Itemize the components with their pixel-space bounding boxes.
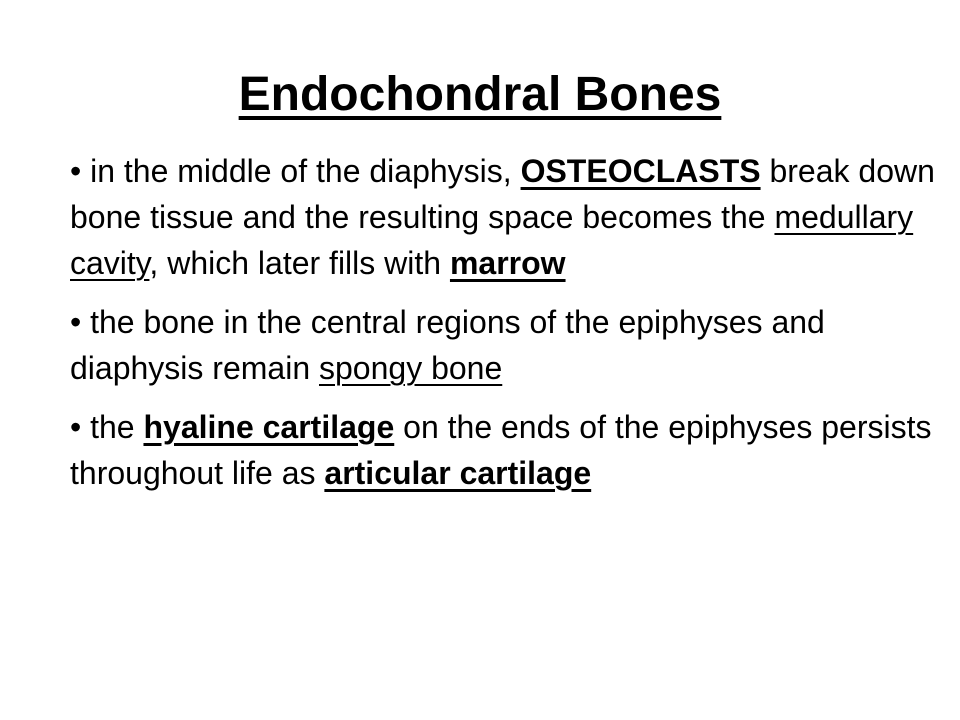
term-articular-cartilage: articular cartilage: [324, 455, 592, 491]
term-medullary-cavity: medullary cavity: [70, 199, 914, 281]
bullet-text: the bone in the central regions of the epiphyses and diaphysis remain: [70, 304, 825, 386]
term-spongy-bone: spongy bone: [319, 350, 503, 386]
bullet-marker: •: [70, 153, 82, 189]
term-osteoclasts: OSTEOCLASTS: [520, 153, 761, 189]
bullet-text: on the ends of the epiphyses persists throughout life as: [70, 409, 932, 491]
term-hyaline-cartilage: hyaline cartilage: [143, 409, 395, 445]
bullet-text: in the middle of the diaphysis,: [81, 153, 521, 189]
bullet-marker: •: [70, 409, 82, 445]
bullet-item-spongy-bone: [70, 299, 945, 391]
bullet-text: , which later fills with: [149, 245, 450, 281]
term-marrow: marrow: [449, 245, 566, 281]
bullet-text: the: [81, 409, 144, 445]
bullet-text: break down bone tissue and the resulting space becomes the: [70, 153, 935, 235]
bullet-list: [70, 148, 945, 509]
slide-title-text: Endochondral Bones: [238, 68, 722, 121]
bullet-item-osteoclasts: [70, 148, 945, 286]
bullet-item-hyaline-cartilage: [70, 404, 945, 496]
slide-title: [0, 66, 960, 124]
bullet-marker: •: [70, 304, 82, 340]
